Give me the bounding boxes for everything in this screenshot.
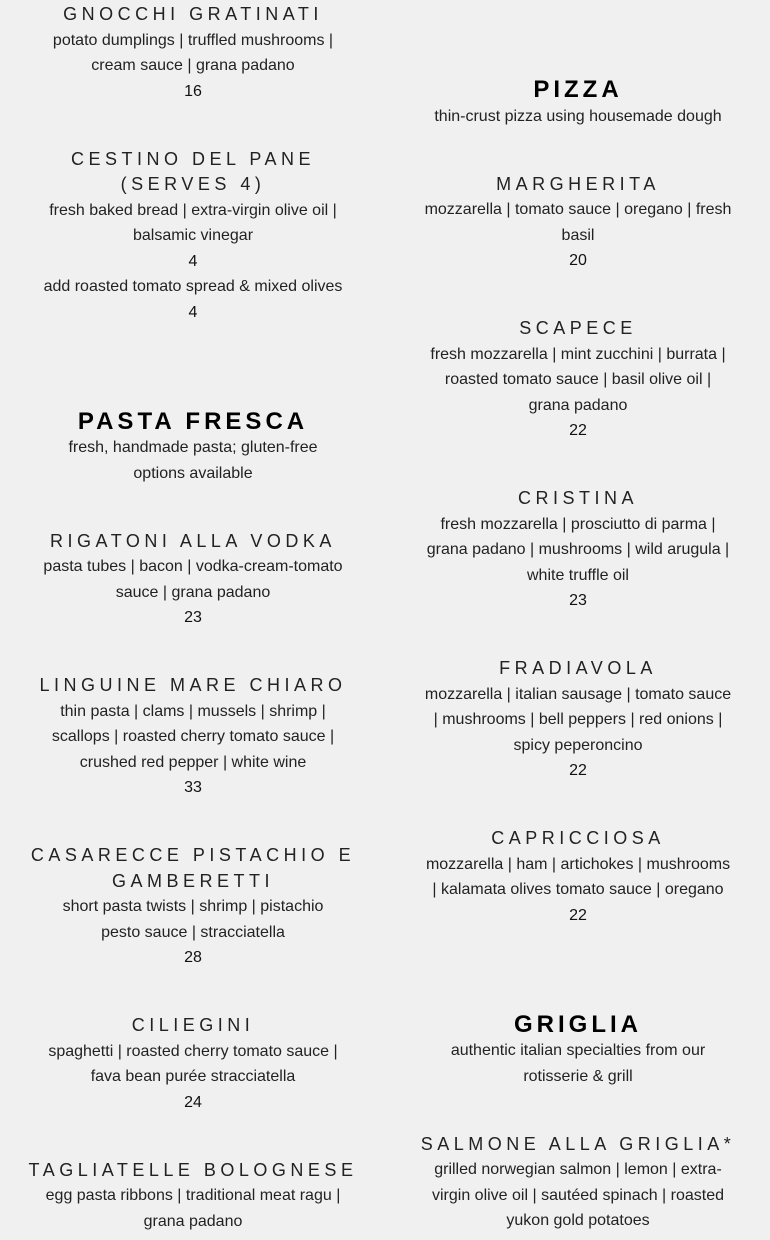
cristina-name: CRISTINA <box>517 488 638 508</box>
ciliegini-name: CILIEGINI <box>131 1015 255 1035</box>
ciliegini-desc-line2: fava bean purée stracciatella <box>90 1068 296 1085</box>
griglia-section-subtitle-line2: rotisserie & grill <box>523 1068 633 1085</box>
pasta-section-subtitle-line1: fresh, handmade pasta; gluten-free <box>68 439 318 456</box>
casarecce-desc-line1: short pasta twists | shrimp | pistachio <box>62 898 324 915</box>
cestino-desc-line1: fresh baked bread | extra-virgin olive oil | <box>49 202 337 219</box>
linguine-desc-line3: crushed red pepper | white wine <box>79 754 307 771</box>
scapece-price: 22 <box>569 422 587 439</box>
pizza-section-subtitle: thin-crust pizza using housemade dough <box>434 108 722 125</box>
casarecce-desc-line2: pesto sauce | stracciatella <box>101 924 285 941</box>
scapece-name: SCAPECE <box>519 318 637 338</box>
margherita-desc-line2: basil <box>561 227 595 244</box>
gnocchi-name: GNOCCHI GRATINATI <box>63 4 323 24</box>
cristina-desc-line3: white truffle oil <box>527 567 629 584</box>
fradiavola-desc-line3: spicy peperoncino <box>513 737 643 754</box>
casarecce-price: 28 <box>184 949 202 966</box>
linguine-desc-line1: thin pasta | clams | mussels | shrimp | <box>60 703 326 720</box>
cestino-price: 4 <box>188 253 198 270</box>
fradiavola-name: FRADIAVOLA <box>499 658 657 678</box>
scapece-desc-line2: roasted tomato sauce | basil olive oil | <box>444 371 712 388</box>
cristina-desc-line2: grana padano | mushrooms | wild arugula | <box>426 541 730 558</box>
gnocchi-price: 16 <box>184 83 202 100</box>
tagliatelle-desc-line1: egg pasta ribbons | traditional meat ragu | <box>45 1187 341 1204</box>
salmone-desc-line3: yukon gold potatoes <box>506 1212 650 1229</box>
salmone-desc-line2: virgin olive oil | sautéed spinach | roasted <box>431 1187 725 1204</box>
fradiavola-desc-line1: mozzarella | italian sausage | tomato sauce <box>424 686 732 703</box>
griglia-section-subtitle-line1: authentic italian specialties from our <box>450 1042 706 1059</box>
rigatoni-price: 23 <box>184 609 202 626</box>
margherita-price: 20 <box>569 252 587 269</box>
tagliatelle-name: TAGLIATELLE BOLOGNESE <box>28 1160 358 1180</box>
capricciosa-desc-line2: | kalamata olives tomato sauce | oregano <box>432 881 724 898</box>
casarecce-name-line1: CASARECCE PISTACHIO E <box>30 845 356 865</box>
casarecce-name-line2: GAMBERETTI <box>111 871 274 891</box>
capricciosa-name: CAPRICCIOSA <box>491 828 665 848</box>
ciliegini-price: 24 <box>184 1094 202 1111</box>
pasta-section-title: PASTA FRESCA <box>77 408 309 435</box>
linguine-desc-line2: scallops | roasted cherry tomato sauce | <box>51 728 335 745</box>
scapece-desc-line3: grana padano <box>528 397 628 414</box>
griglia-section-title: GRIGLIA <box>514 1011 642 1038</box>
margherita-name: MARGHERITA <box>496 174 660 194</box>
margherita-desc-line1: mozzarella | tomato sauce | oregano | fresh <box>424 201 732 218</box>
cestino-addon-price: 4 <box>188 304 198 321</box>
rigatoni-name: RIGATONI ALLA VODKA <box>50 531 336 551</box>
salmone-name: SALMONE ALLA GRIGLIA* <box>420 1134 736 1154</box>
fradiavola-price: 22 <box>569 762 587 779</box>
capricciosa-desc-line1: mozzarella | ham | artichokes | mushrooms <box>425 856 731 873</box>
fradiavola-desc-line2: | mushrooms | bell peppers | red onions | <box>433 711 723 728</box>
cestino-name-line2: (SERVES 4) <box>120 174 266 194</box>
linguine-name: LINGUINE MARE CHIARO <box>39 675 347 695</box>
scapece-desc-line1: fresh mozzarella | mint zucchini | burrata | <box>430 346 726 363</box>
cristina-price: 23 <box>569 592 587 609</box>
salmone-desc-line1: grilled norwegian salmon | lemon | extra- <box>434 1161 722 1178</box>
linguine-price: 33 <box>184 779 202 796</box>
pasta-section-subtitle-line2: options available <box>133 465 253 482</box>
ciliegini-desc-line1: spaghetti | roasted cherry tomato sauce | <box>48 1043 338 1060</box>
cestino-name-line1: CESTINO DEL PANE <box>70 149 316 169</box>
gnocchi-desc-line2: cream sauce | grana padano <box>91 57 295 74</box>
cestino-desc-line2: balsamic vinegar <box>132 227 254 244</box>
capricciosa-price: 22 <box>569 907 587 924</box>
cristina-desc-line1: fresh mozzarella | prosciutto di parma | <box>440 516 716 533</box>
tagliatelle-desc-line2: grana padano <box>143 1213 243 1230</box>
pizza-section-title: PIZZA <box>533 76 623 103</box>
rigatoni-desc-line2: sauce | grana padano <box>115 584 271 601</box>
rigatoni-desc-line1: pasta tubes | bacon | vodka-cream-tomato <box>43 558 343 575</box>
cestino-addon: add roasted tomato spread & mixed olives <box>43 278 343 295</box>
gnocchi-desc-line1: potato dumplings | truffled mushrooms | <box>52 32 334 49</box>
